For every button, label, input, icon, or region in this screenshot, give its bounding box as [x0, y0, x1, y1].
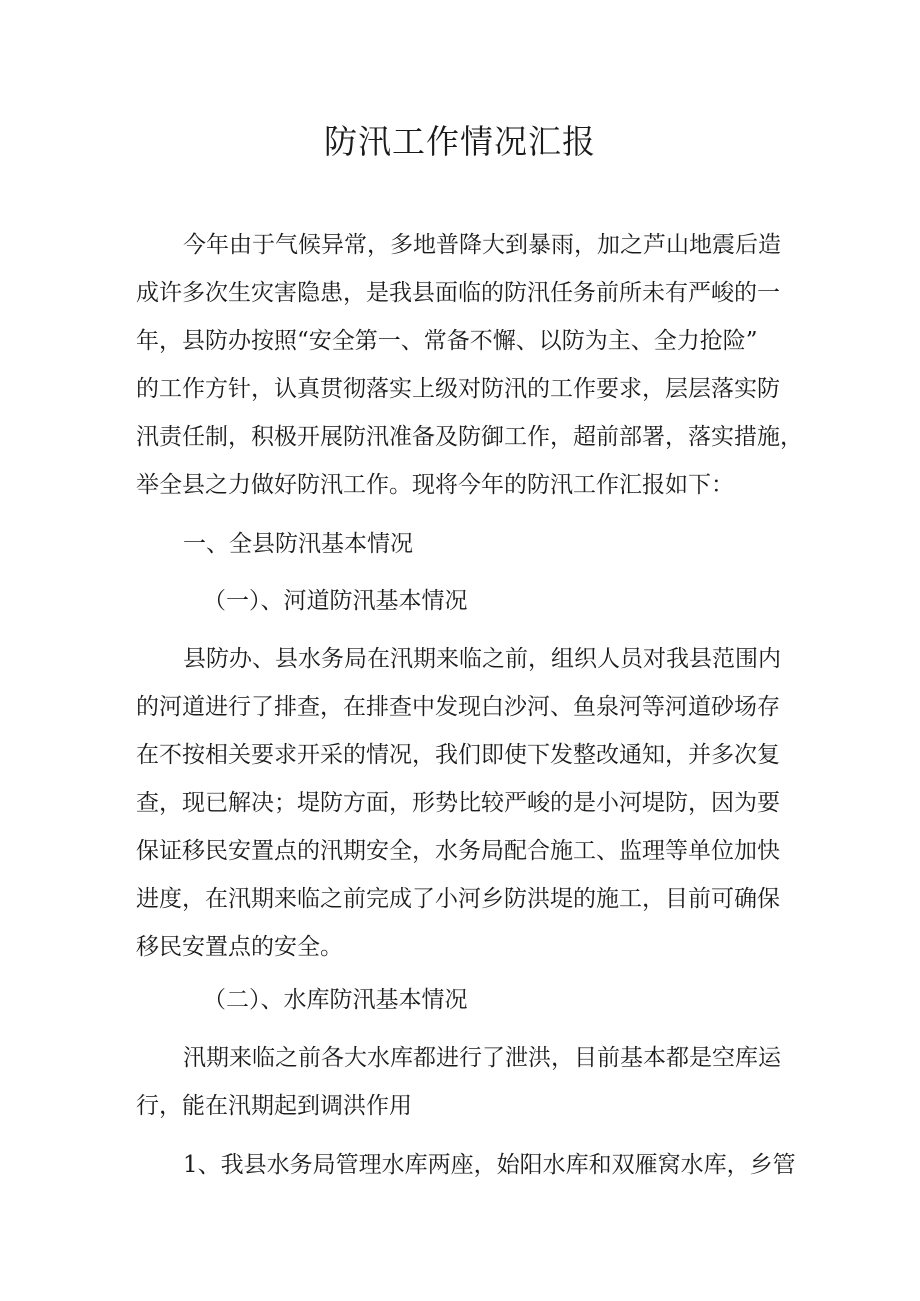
- paragraph-line: 成许多次生灾害隐患，是我县面临的防汛任务前所未有严峻的一: [136, 280, 780, 306]
- paragraph-line: 汛责任制，积极开展防汛准备及防御工作，超前部署，落实措施，: [136, 424, 803, 450]
- subsection-heading: （一）、河道防汛基本情况: [203, 588, 468, 614]
- paragraph-line: 在不按相关要求开采的情况，我们即使下发整改通知，并多次复: [136, 742, 780, 768]
- paragraph-line: 保证移民安置点的汛期安全，水务局配合施工、监理等单位加快: [136, 838, 780, 864]
- paragraph-line: 查，现已解决；堤防方面，形势比较严峻的是小河堤防，因为要: [136, 790, 780, 816]
- paragraph-line: 移民安置点的安全。: [136, 934, 343, 960]
- paragraph-line: 县防办、县水务局在汛期来临之前，组织人员对我县范围内: [183, 646, 781, 672]
- paragraph-line: 的工作方针，认真贯彻落实上级对防汛的工作要求，层层落实防: [136, 376, 780, 402]
- paragraph-line: 1、我县水务局管理水库两座，始阳水库和双雁窝水库，乡管: [183, 1152, 796, 1178]
- paragraph-line: 行，能在汛期起到调洪作用: [136, 1093, 412, 1119]
- paragraph-line: 年，县防办按照“安全第一、常备不懈、以防为主、全力抢险”: [136, 328, 758, 354]
- paragraph-line: 举全县之力做好防汛工作。现将今年的防汛工作汇报如下：: [136, 472, 734, 498]
- subsection-heading: （二）、水库防汛基本情况: [203, 987, 468, 1013]
- paragraph-line: 汛期来临之前各大水库都进行了泄洪，目前基本都是空库运: [183, 1045, 781, 1071]
- paragraph-line: 进度，在汛期来临之前完成了小河乡防洪堤的施工，目前可确保: [136, 886, 780, 912]
- paragraph-line: 的河道进行了排查，在排查中发现白沙河、鱼泉河等河道砂场存: [136, 694, 780, 720]
- document-title: 防汛工作情况汇报: [324, 122, 596, 161]
- paragraph-line: 今年由于气候异常，多地普降大到暴雨，加之芦山地震后造: [183, 232, 781, 258]
- section-heading: 一、全县防汛基本情况: [183, 531, 413, 557]
